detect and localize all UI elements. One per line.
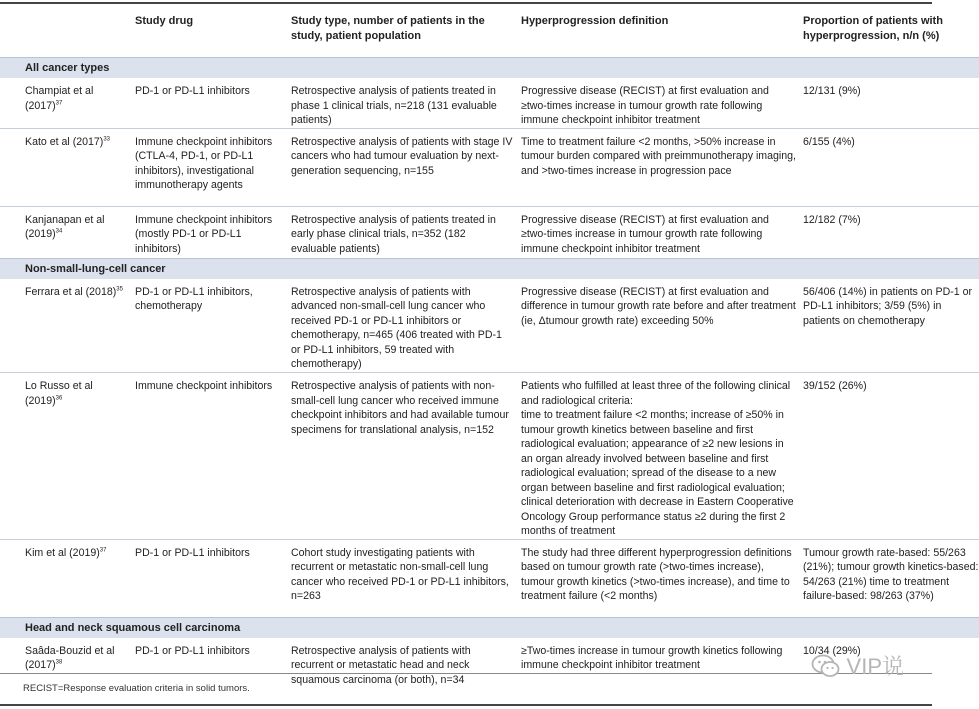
table-row [0,279,979,373]
table-row [0,539,979,617]
footnote: RECIST=Response evaluation criteria in solid tumors. [23,683,250,694]
proportion-cell: 56/406 (14%) in patients on PD-1 or PD-L1 inhibitors; 3/59 (5%) in patients on chemotherapy [797,279,979,373]
definition-cell: Time to treatment failure <2 months, >50% increase in tumour burden compared with preimmunotherapy imaging, and >two-times increase in progression pace [513,128,797,206]
wechat-icon [811,653,841,679]
type-cell: Cohort study investigating patients with recurrent or metastatic non-small-cell lung cancer who received PD-1 or PD-L1 inhibitors, n=263 [291,546,509,602]
definition-cell: Patients who fulfilled at least three of the following clinical and radiological criteria: time to treatment failure <2 months; increase of ≥50% in tumour growth kinetics between baseline and first radiological evaluation; appearance of ≥2 new lesions in an organ already involved between baseline and first radiological evaluation; spread of the disease to a new organ between baseline and first radiological evaluation; clinical deterioration with decrease in Eastern Cooperative Oncology Group performance status ≥2 during the first 2 months of treatment [513,373,797,540]
drug-cell: Immune checkpoint inhibitors [127,373,283,540]
study-cell: Kim et al $(2019)^{37}$ [25,546,107,559]
header-drug: Study drug [135,15,194,27]
header-type: Study type, number of patients in the study, patient population [291,15,485,42]
proportion-cell: 10/34 (29%) [803,644,861,657]
table-row [0,78,979,128]
proportion-cell: Tumour growth rate-based: 55/263 (21%); tumour growth kinetics-based: 54/263 (21%) time to treatment failure-based: 98/263 (37%) [803,546,979,602]
proportion-cell: 6/155 (4%) [797,128,979,206]
proportion-cell: 12/182 (7%) [803,213,861,226]
definition-cell: The study had three different hyperprogression definitions based on tumour growth rate (>two-times increase), tumour growth kinetics (>two-times increase), and time to treatment failure (<2 months) [521,546,792,602]
drug-cell: Immune checkpoint inhibitors (mostly PD-1 or PD-L1 inhibitors) [135,213,273,255]
footnote-rule [0,673,932,674]
type-cell: Retrospective analysis of patients with non-small-cell lung cancer who received immune checkpoint inhibitors and had available tumour specimens for translational analysis, n=152 [283,373,513,540]
table-row [0,373,979,540]
definition-cell: Progressive disease (RECIST) at first evaluation and ≥two-times increase in tumour growth rate following immune checkpoint inhibitor treatment [521,213,769,255]
study-cell: Kato et al $(2017)^{33}$ [0,128,127,206]
study-cell: Lo Russo et al $(2019)^{36}$ [0,373,127,540]
definition-cell: ≥Two-times increase in tumour growth kinetics following immune checkpoint inhibitor treatment [521,644,783,671]
section-header: Head and neck squamous cell carcinoma [0,617,979,638]
header-row [0,3,979,58]
proportion-cell: 12/131 (9%) [797,78,979,128]
type-cell: Retrospective analysis of patients treated in phase 1 clinical trials, n=218 (131 evaluable patients) [283,78,513,128]
section-header: All cancer types [0,58,979,79]
drug-cell: Immune checkpoint inhibitors (CTLA-4, PD-1, or PD-L1 inhibitors), investigational immunotherapy agents [127,128,283,206]
type-cell: Retrospective analysis of patients with recurrent or metastatic head and neck squamous carcinoma (or both), n=34 [291,644,471,686]
header-study [0,3,127,58]
definition-cell: Progressive disease (RECIST) at first evaluation and ≥two-times increase in tumour growth rate following immune checkpoint inhibitor treatment [513,78,797,128]
header-definition: Hyperprogression definition [521,15,669,27]
drug-cell: PD-1 or PD-L1 inhibitors [127,78,283,128]
type-cell: Retrospective analysis of patients treated in early phase clinical trials, n=352 (182 evaluable patients) [291,213,496,255]
bottom-rule [0,704,932,706]
watermark-text: VIP说 [846,654,904,679]
proportion-cell: 39/152 (26%) [797,373,979,540]
drug-cell: PD-1 or PD-L1 inhibitors, chemotherapy [127,279,283,373]
study-cell: Champiat et al $(2017)^{37}$ [0,78,127,128]
study-cell: Saâda-Bouzid et al $(2017)^{38}$ [25,644,115,671]
watermark [811,650,904,681]
type-cell: Retrospective analysis of patients with stage IV cancers who had tumour evaluation by next-generation sequencing, n=155 [283,128,513,206]
section-header: Non-small-lung-cell cancer [0,258,979,279]
table-row [0,206,979,258]
study-cell: Kanjanapan et al $(2019)^{34}$ [25,213,105,240]
definition-cell: Progressive disease (RECIST) at first evaluation and difference in tumour growth rate before and after treatment (ie, Δtumour growth rate) exceeding 50% [513,279,797,373]
type-cell: Retrospective analysis of patients with advanced non-small-cell lung cancer who received PD-1 or PD-L1 inhibitors or chemotherapy, n=465 (406 treated with PD-1 or PD-L1 inhibitors, 59 treated with chemotherapy) [283,279,513,373]
table-row [0,128,979,206]
hyperprogression-table [0,3,979,688]
drug-cell: PD-1 or PD-L1 inhibitors [135,644,250,657]
drug-cell: PD-1 or PD-L1 inhibitors [135,546,250,559]
header-proportion: Proportion of patients with hyperprogression, n/n (%) [803,15,943,42]
study-cell: Ferrara et al $(2018)^{35}$ [0,279,127,373]
